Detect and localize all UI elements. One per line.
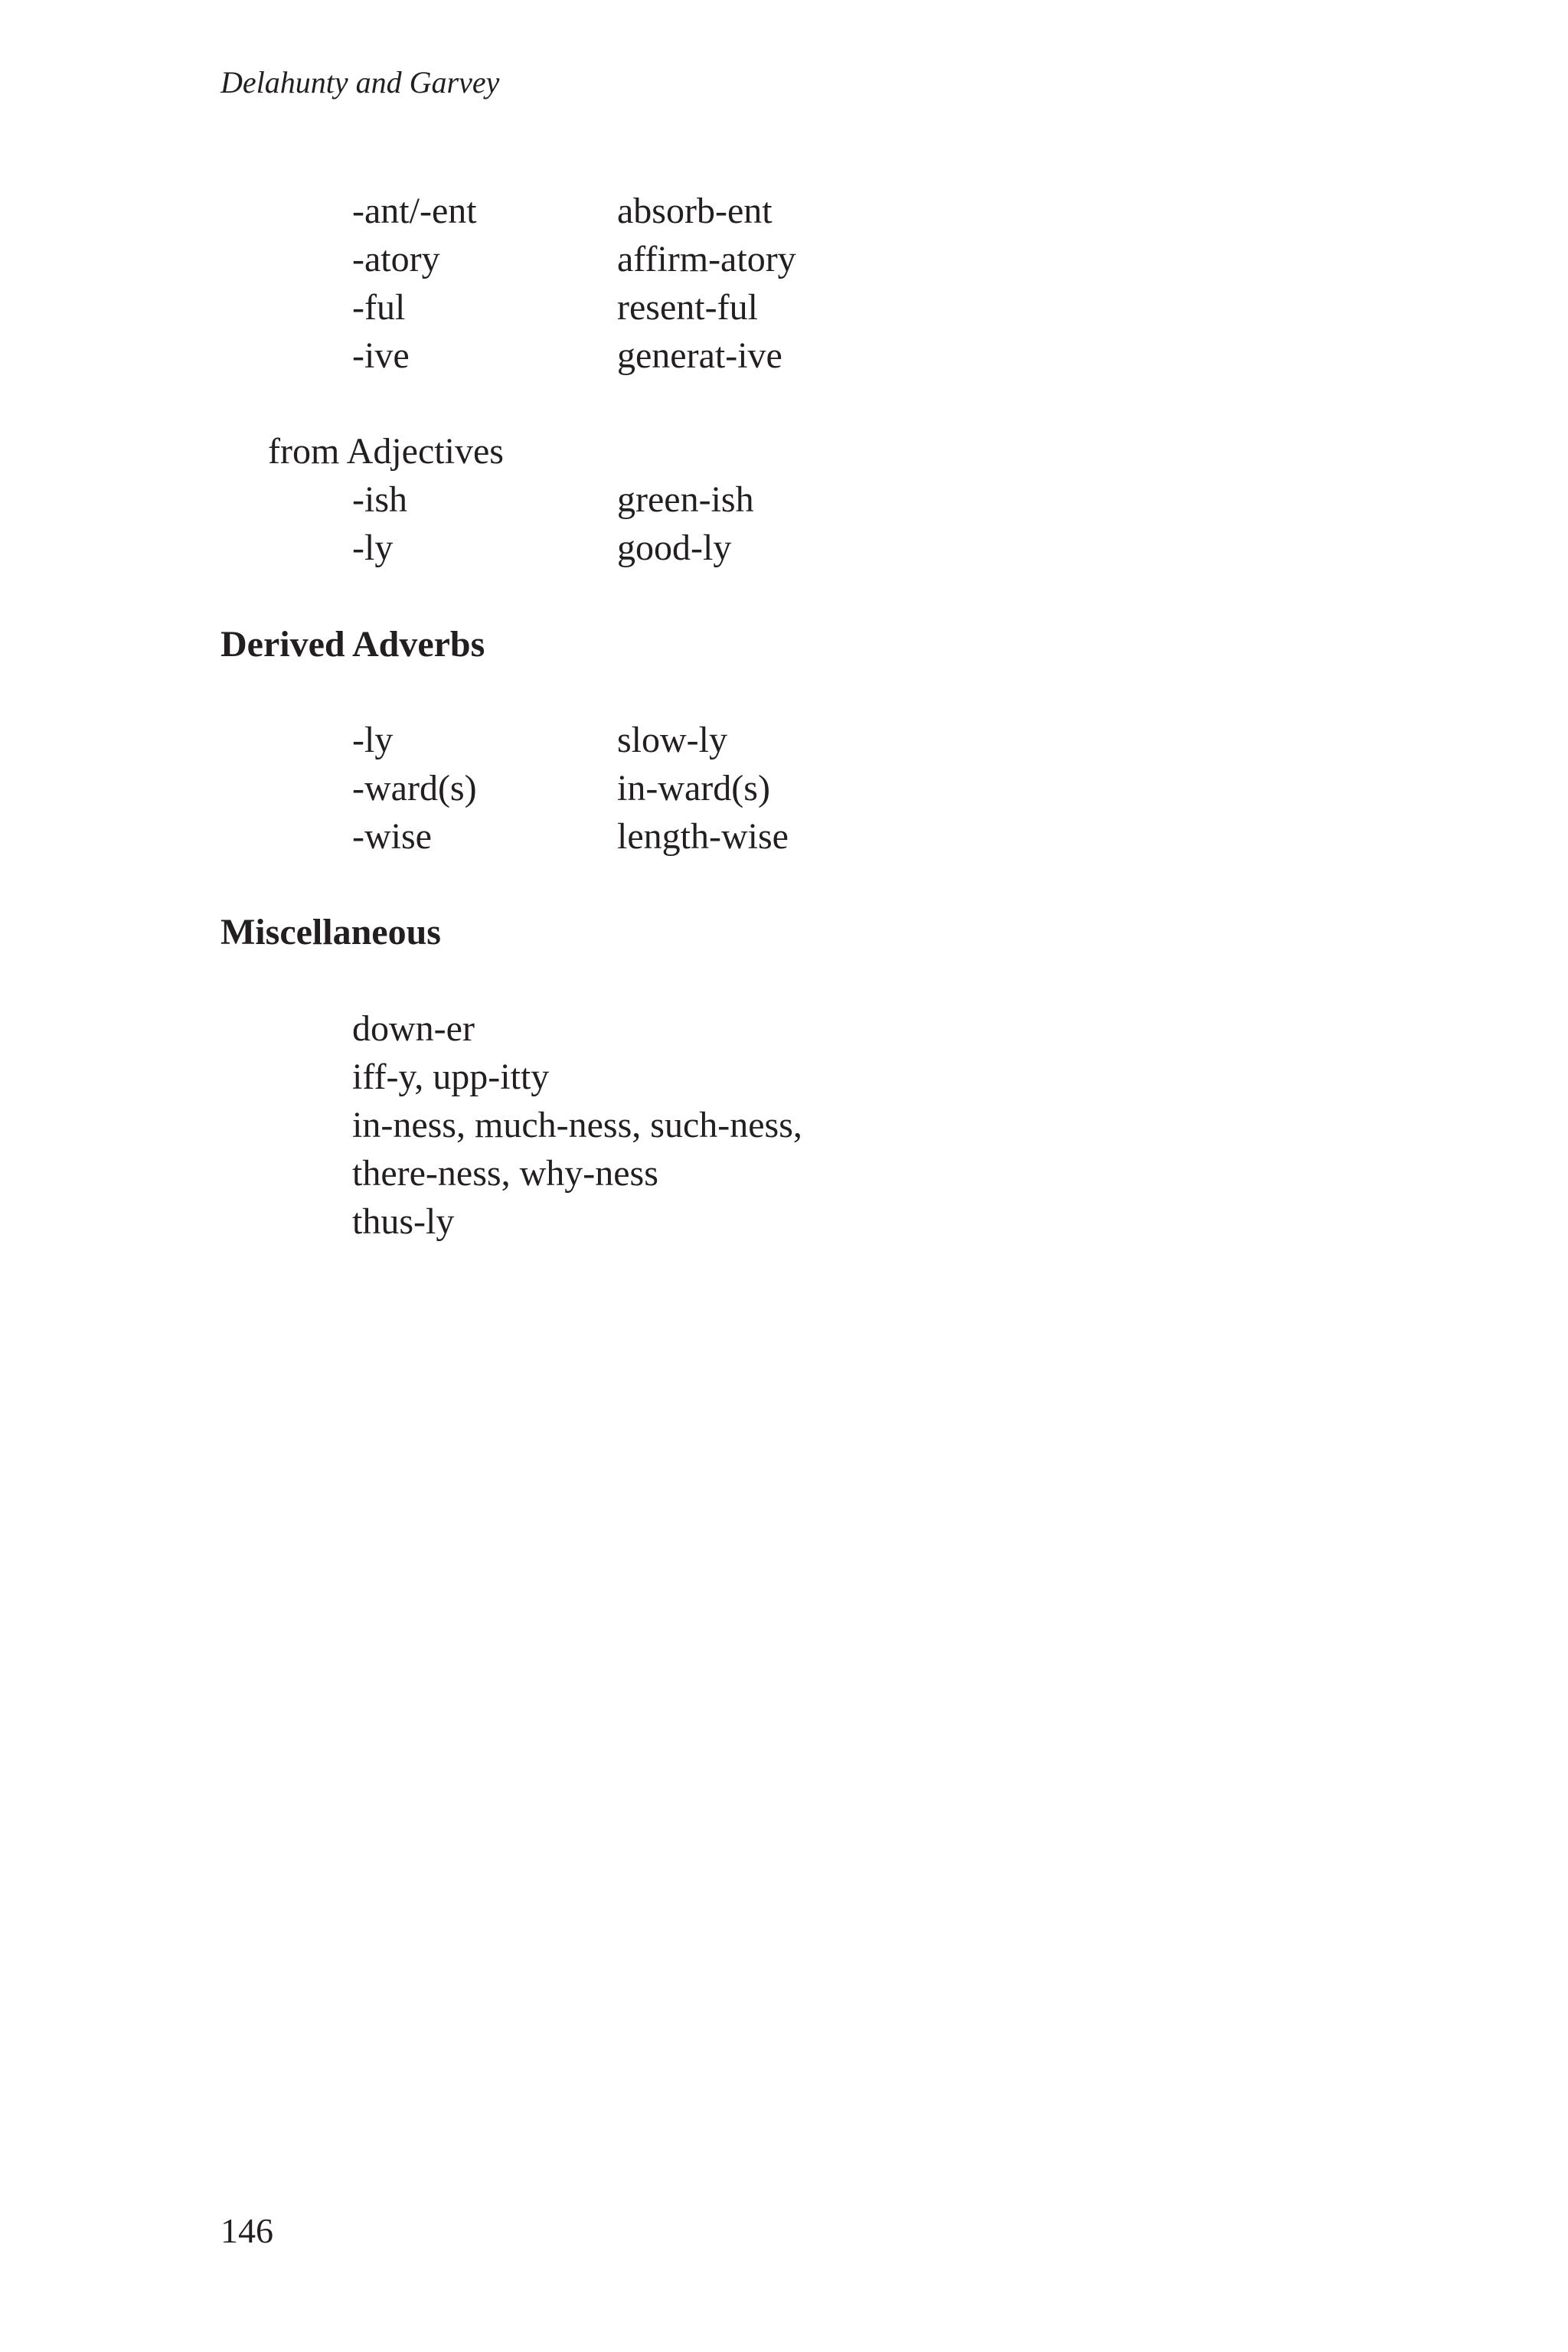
suffix-row [0,524,1568,573]
suffix-example: in-ward(s) [617,768,770,808]
misc-example-line: iff-y, upp-itty [352,1057,550,1097]
suffix-form: -ish [352,479,407,520]
suffix-row [0,283,1568,332]
suffix-form: -ward(s) [352,768,477,808]
suffix-row [0,716,1568,765]
suffix-form: -ly [352,528,394,568]
suffix-row [0,764,1568,813]
misc-example-line: down-er [352,1008,475,1049]
misc-example-line: thus-ly [352,1201,455,1242]
derived-adverbs-heading: Derived Adverbs [220,624,485,665]
suffix-row [0,475,1568,524]
suffix-row [0,235,1568,284]
suffix-example: generat-ive [617,335,782,376]
suffix-example: length-wise [617,816,789,857]
suffix-row [0,812,1568,861]
suffix-example: resent-ful [617,287,758,328]
suffix-example: absorb-ent [617,191,773,231]
suffix-form: -ful [352,287,406,328]
suffix-example: good-ly [617,528,732,568]
running-head: Delahunty and Garvey [220,65,500,100]
page-number: 146 [220,2211,273,2250]
from-adjectives-label: from Adjectives [268,431,504,472]
miscellaneous-heading: Miscellaneous [220,912,441,952]
suffix-form: -wise [352,816,432,857]
suffix-form: -ly [352,720,394,760]
misc-example-line: in-ness, much-ness, such-ness, [352,1105,802,1145]
suffix-row [0,332,1568,381]
suffix-row [0,187,1568,236]
suffix-form: -ant/-ent [352,191,477,231]
misc-example-line: there-ness, why-ness [352,1153,658,1194]
suffix-example: green-ish [617,479,754,520]
suffix-example: slow-ly [617,720,727,760]
suffix-form: -ive [352,335,410,376]
suffix-form: -atory [352,239,440,279]
suffix-example: affirm-atory [617,239,796,279]
